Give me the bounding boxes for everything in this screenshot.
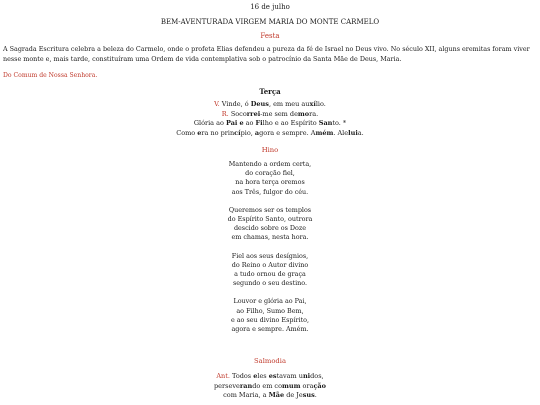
response-line (0, 110, 540, 120)
antiphon-text: les (257, 372, 269, 380)
hymn-line: ao Filho, Sumo Bem, (236, 306, 304, 315)
hymn-heading: Hino (261, 146, 279, 154)
versicle-accent: xí (309, 100, 316, 108)
gloria-accent: Fi (255, 119, 263, 127)
antiphon-line-2 (0, 382, 540, 392)
response-accent: mo (297, 109, 310, 118)
hymn-line: e ao seu divino Espírito, (230, 315, 310, 324)
gloria-accent: mém (315, 128, 334, 137)
hour-title: Terça (259, 87, 281, 96)
gloria-text: pio, (240, 128, 255, 137)
hymn-line: na hora terça oremos (235, 178, 305, 187)
antiphon-line-1 (0, 372, 540, 382)
antiphon-text: dos, (310, 372, 324, 380)
hymn-line: segundo o seu destino. (232, 279, 308, 288)
gloria-line-2 (0, 129, 540, 139)
hymn-line: Mantendo a ordem certa, (228, 160, 312, 168)
gloria-text: a. (357, 128, 364, 137)
hymn-line: Louvor e glória ao Pai, (233, 297, 307, 306)
hymn-line: do coração fiel, (245, 169, 295, 178)
gloria-accent: e (197, 128, 202, 137)
antiphon-accent: ran (239, 381, 253, 390)
antiphon-accent: ção (313, 381, 326, 390)
gloria-text: gora e sempre. A (259, 128, 316, 137)
antiphon (0, 372, 540, 401)
antiphon-text: . (314, 391, 317, 399)
antiphon-text: de Je (284, 391, 303, 399)
hymn-line: aos Três, fulgor do céu. (231, 187, 309, 196)
hymn-line: descido sobre os Doze (233, 224, 307, 233)
hymn-line: a tudo ornou de graça (234, 270, 306, 279)
feast-introduction: A Sagrada Escritura celebra a beleza do Carmelo, onde o profeta Elias defendeu a pureza da fé de Israel no Deus vivo. No século XII, alguns eremitas foram viver nesse monte e, mais tarde, constituíram uma Ordem de vida contemplativa sob o patrocínio da Santa Mãe de Deus, Maria. (3, 45, 530, 63)
gloria-text: . Ale (333, 128, 349, 137)
gloria-accent: e (239, 119, 244, 127)
psalmody-heading: Salmodia (254, 357, 286, 365)
gloria-text: Glória ao (193, 119, 226, 127)
antiphon-text: ora (300, 381, 314, 390)
gloria-accent: Pai (225, 119, 238, 127)
hymn-stanza (0, 206, 540, 243)
gloria-text: ra no prin (201, 128, 235, 137)
versicle-text: , em meu au (268, 100, 310, 108)
response-text: -me sem de (260, 109, 298, 118)
antiphon-accent: e (253, 372, 258, 380)
hymn-line: Fiel aos seus desígnios, (231, 251, 309, 260)
antiphon-text: tavam u (276, 372, 303, 380)
antiphon-accent: es (268, 372, 277, 380)
antiphon-accent: Mãe (268, 391, 285, 399)
response-marker: R. (221, 109, 229, 118)
hymn-line: agora e sempre. Amém. (231, 325, 309, 334)
hymn-line: Queremos ser os templos (228, 205, 312, 214)
antiphon-text: do em co (252, 381, 282, 390)
antiphon-marker: Ant. (216, 372, 230, 380)
hymn-line: em chamas, nesta hora. (231, 233, 309, 242)
antiphon-accent: ni (302, 372, 311, 380)
antiphon-text: com Maria, a (223, 391, 269, 399)
gloria-text: Como (176, 128, 198, 137)
feast-title: BEM-AVENTURADA VIRGEM MARIA DO MONTE CARMELO (160, 18, 380, 26)
antiphon-accent: mum (282, 381, 301, 390)
gloria-accent: lui (348, 128, 358, 137)
hymn-stanza (0, 160, 540, 197)
response-text: Soco (228, 109, 247, 118)
versicle-text: Vinde, ó (219, 100, 251, 108)
opening-invocation (0, 100, 540, 138)
gloria-line-1 (0, 119, 540, 129)
antiphon-line-3 (0, 391, 540, 401)
gloria-accent: cí (234, 128, 241, 137)
response-text: ra. (309, 109, 319, 118)
versicle-text: lio. (315, 100, 326, 108)
hymn-line: do Reino o Autor divino (231, 260, 309, 269)
gloria-accent: a (254, 128, 260, 137)
versicle-accent: Deus (250, 100, 269, 108)
feast-date: 16 de julho (250, 3, 290, 11)
hymn-stanza (0, 252, 540, 289)
response-accent: rrei (246, 109, 261, 118)
hymn-body (0, 160, 540, 343)
hymn-stanza (0, 297, 540, 334)
versicle-line (0, 100, 540, 110)
gloria-text: lho e ao Espírito (262, 119, 319, 127)
gloria-text: to. * (332, 119, 347, 127)
hymn-line: do Espírito Santo, outrora (227, 215, 313, 224)
feast-rank: Festa (260, 32, 280, 40)
antiphon-accent: sus (302, 391, 315, 399)
antiphon-text: Todos (229, 372, 254, 380)
common-reference-note: Do Comum de Nossa Senhora. (3, 72, 98, 79)
gloria-text: ao (243, 119, 256, 127)
versicle-marker: V. (214, 100, 220, 108)
antiphon-text: perseve (214, 381, 240, 390)
gloria-accent: San (318, 119, 333, 127)
